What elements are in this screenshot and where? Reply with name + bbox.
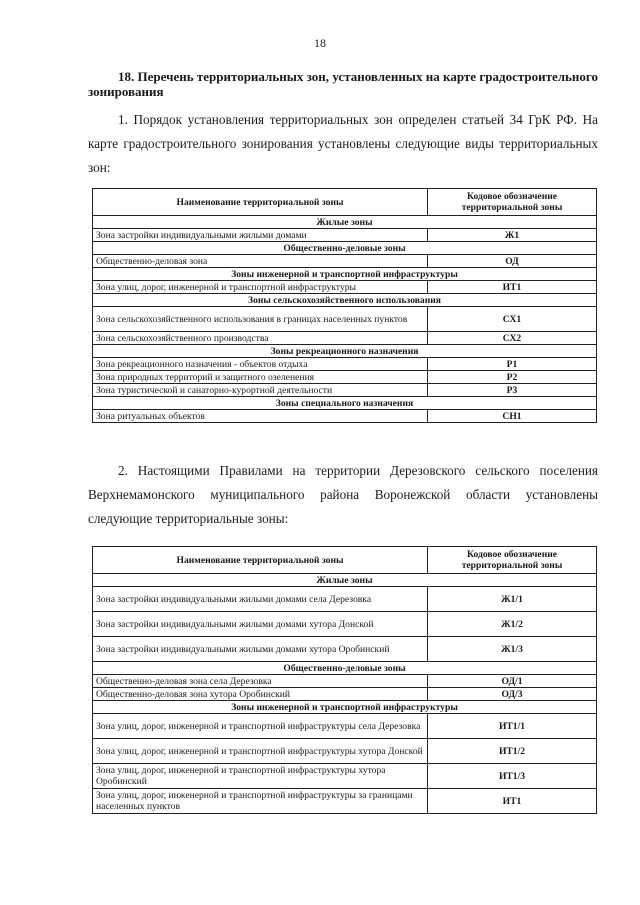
- zone-name: Зона сельскохозяйственного использования в границах населенных пунктов: [93, 307, 428, 332]
- zone-row: [93, 688, 597, 701]
- zone-group-title: Жилые зоны: [93, 574, 597, 587]
- zone-group-title: Зоны рекреационного назначения: [93, 345, 597, 358]
- zone-row: [93, 255, 597, 268]
- paragraph-2: 2. Настоящими Правилами на территории Дерезовского сельского поселения Верхнемамонского муниципального района Воронежской области установлены следующие территориальные зоны:: [88, 463, 598, 526]
- paragraph-1: 1. Порядок установления территориальных зон определен статьей 34 ГрК РФ. На карте градостроительного зонирования установлены следующие виды территориальных зон:: [88, 112, 598, 175]
- table-header-row: [93, 547, 597, 574]
- zone-code: ИТ1/3: [428, 764, 597, 789]
- zone-row: [93, 332, 597, 345]
- zone-group-row: [93, 268, 597, 281]
- zone-group-title: Общественно-деловые зоны: [93, 662, 597, 675]
- zone-name: Общественно-деловая зона: [93, 255, 428, 268]
- zone-code: ИТ1/2: [428, 739, 597, 764]
- table-header-row: [93, 189, 597, 216]
- zone-row: [93, 307, 597, 332]
- zone-code: Р3: [428, 384, 597, 397]
- zone-group-row: [93, 294, 597, 307]
- zone-code: Р2: [428, 371, 597, 384]
- zone-code: ИТ1: [428, 789, 597, 814]
- zone-row: [93, 637, 597, 662]
- zone-row: [93, 764, 597, 789]
- zone-row: [93, 358, 597, 371]
- zone-name: Зона ритуальных объектов: [93, 410, 428, 423]
- zone-name: Зона улиц, дорог, инженерной и транспортной инфраструктуры хутора Оробинский: [93, 764, 428, 789]
- zone-row: [93, 371, 597, 384]
- page-number: 18: [314, 36, 326, 50]
- zone-name: Зона туристической и санаторно-курортной деятельности: [93, 384, 428, 397]
- zone-group-row: [93, 216, 597, 229]
- zone-group-title: Зоны сельскохозяйственного использования: [93, 294, 597, 307]
- zone-code: СХ1: [428, 307, 597, 332]
- zone-row: [93, 612, 597, 637]
- zone-name: Зона застройки индивидуальными жилыми домами: [93, 229, 428, 242]
- zone-code: ОД: [428, 255, 597, 268]
- zone-row: [93, 410, 597, 423]
- zone-group-title: Зоны инженерной и транспортной инфраструктуры: [93, 701, 597, 714]
- zone-group-row: [93, 701, 597, 714]
- header-zone-code: Кодовое обозначение территориальной зоны: [428, 189, 597, 216]
- zone-code: Ж1: [428, 229, 597, 242]
- zone-row: [93, 714, 597, 739]
- zone-group-row: [93, 397, 597, 410]
- zone-group-row: [93, 574, 597, 587]
- zone-group-title: Зоны инженерной и транспортной инфраструктуры: [93, 268, 597, 281]
- zone-name: Зона природных территорий и защитного озеленения: [93, 371, 428, 384]
- zone-name: Зона улиц, дорог, инженерной и транспортной инфраструктуры: [93, 281, 428, 294]
- zone-name: Зона застройки индивидуальными жилыми домами села Дерезовка: [93, 587, 428, 612]
- header-zone-code: Кодовое обозначение территориальной зоны: [428, 547, 597, 574]
- territorial-zones-table-general: [92, 188, 597, 423]
- zone-code: СХ2: [428, 332, 597, 345]
- zone-row: [93, 229, 597, 242]
- territorial-zones-table-settlement: [92, 546, 597, 814]
- section-title: 18. Перечень территориальных зон, установленных на карте градостроительного зонирования: [88, 69, 598, 99]
- zone-code: СН1: [428, 410, 597, 423]
- zone-row: [93, 384, 597, 397]
- zone-code: ОД/1: [428, 675, 597, 688]
- zone-code: Р1: [428, 358, 597, 371]
- zone-name: Зона застройки индивидуальными жилыми домами хутора Донской: [93, 612, 428, 637]
- header-zone-name: Наименование территориальной зоны: [93, 189, 428, 216]
- zone-name: Зона улиц, дорог, инженерной и транспортной инфраструктуры хутора Донской: [93, 739, 428, 764]
- zone-name: Зона рекреационного назначения - объектов отдыха: [93, 358, 428, 371]
- zone-code: Ж1/2: [428, 612, 597, 637]
- zone-group-row: [93, 242, 597, 255]
- zone-group-row: [93, 662, 597, 675]
- zone-name: Общественно-деловая зона хутора Оробинский: [93, 688, 428, 701]
- zone-name: Зона улиц, дорог, инженерной и транспортной инфраструктуры за границами населенных пунктов: [93, 789, 428, 814]
- zone-row: [93, 789, 597, 814]
- zone-name: Зона сельскохозяйственного производства: [93, 332, 428, 345]
- header-zone-name: Наименование территориальной зоны: [93, 547, 428, 574]
- zone-name: Зона застройки индивидуальными жилыми домами хутора Оробинский: [93, 637, 428, 662]
- zone-row: [93, 587, 597, 612]
- zone-row: [93, 739, 597, 764]
- zone-code: ИТ1/1: [428, 714, 597, 739]
- table-2-body: [93, 574, 597, 814]
- zone-group-title: Жилые зоны: [93, 216, 597, 229]
- zone-code: Ж1/1: [428, 587, 597, 612]
- zone-code: ИТ1: [428, 281, 597, 294]
- zone-group-row: [93, 345, 597, 358]
- zone-code: ОД/3: [428, 688, 597, 701]
- zone-row: [93, 675, 597, 688]
- zone-name: Общественно-деловая зона села Дерезовка: [93, 675, 428, 688]
- zone-name: Зона улиц, дорог, инженерной и транспортной инфраструктуры села Дерезовка: [93, 714, 428, 739]
- table-1-body: [93, 216, 597, 423]
- zone-row: [93, 281, 597, 294]
- zone-code: Ж1/3: [428, 637, 597, 662]
- zone-group-title: Зоны специального назначения: [93, 397, 597, 410]
- zone-group-title: Общественно-деловые зоны: [93, 242, 597, 255]
